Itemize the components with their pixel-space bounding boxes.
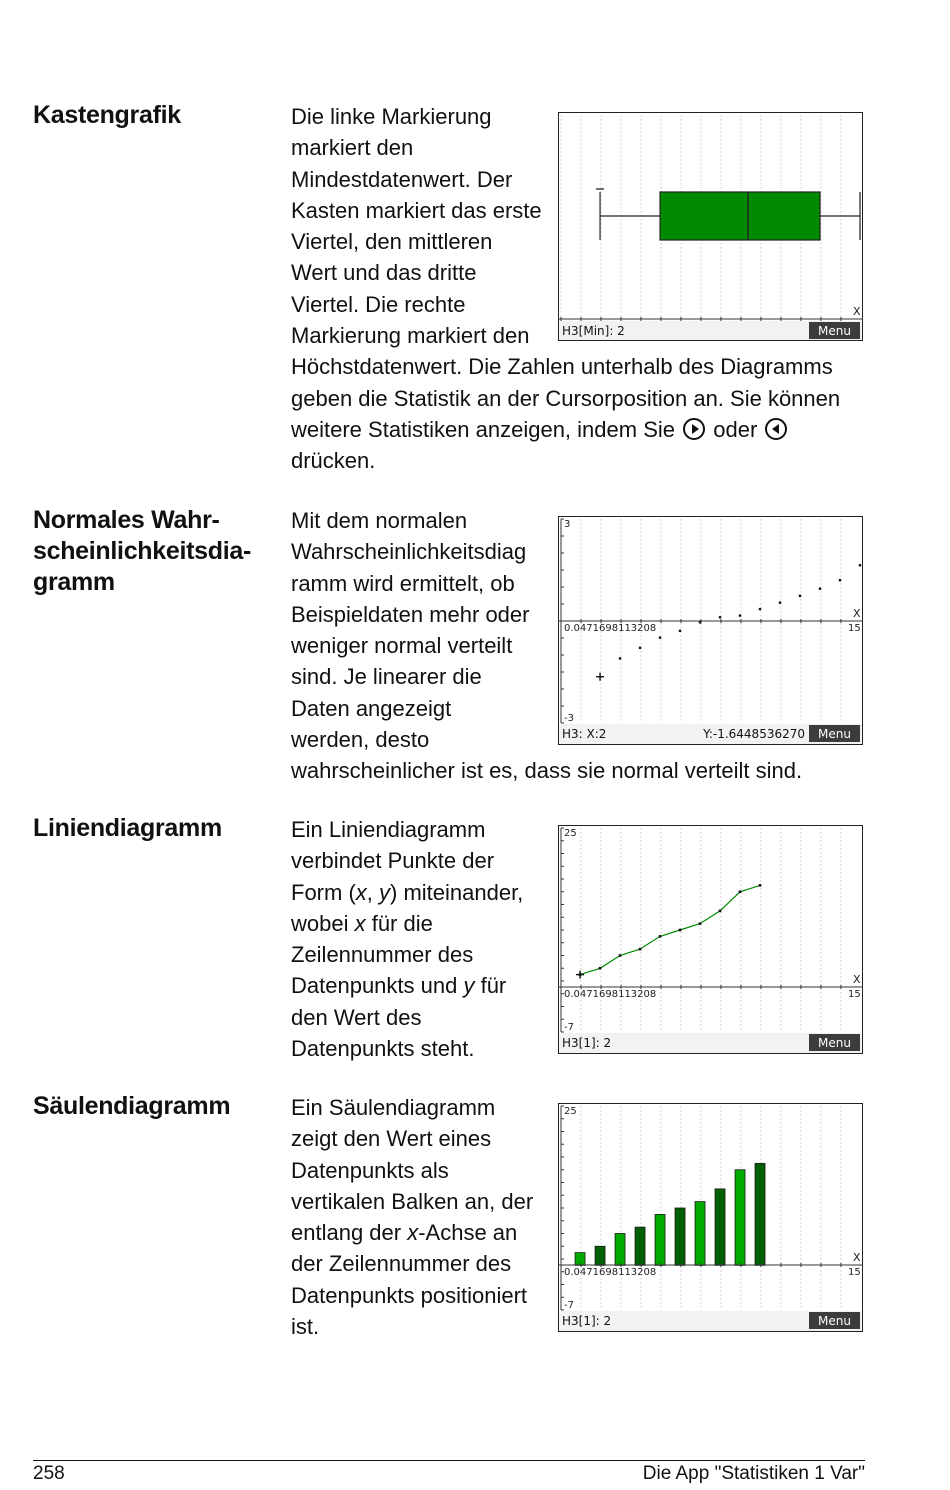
text-line: [291, 877, 523, 908]
text-line: Wert und das dritte: [291, 260, 477, 286]
text-line: Datenpunkts positioniert: [291, 1282, 528, 1308]
text-fragment: ,: [366, 879, 379, 905]
text-fragment: weitere Statistiken anzeigen, indem Sie: [291, 416, 675, 442]
data-point: [619, 657, 621, 659]
text-fragment: ) miteinander,: [390, 879, 524, 905]
text-line: zeigt den Wert eines: [291, 1126, 492, 1152]
x-axis-label: X: [853, 1251, 861, 1264]
text-line: [291, 970, 523, 1001]
text-line: werden, desto: [291, 727, 430, 753]
y-min-label: -3: [564, 713, 574, 724]
text-line: Viertel, den mittleren: [291, 229, 493, 255]
text-line: wahrscheinlicher ist es, dass sie normal verteilt sind.: [291, 758, 803, 784]
status-text: H3[Min]: 2: [562, 324, 625, 338]
data-point: [859, 564, 861, 566]
bar: [675, 1208, 685, 1265]
text-line: Datenpunkts als: [291, 1157, 449, 1183]
data-point: [639, 647, 641, 649]
status-text-y: Y:-1.6448536270: [703, 727, 805, 741]
menu-button-label[interactable]: Menu: [818, 727, 851, 741]
running-head: Die App "Statistiken 1 Var": [642, 1463, 865, 1484]
data-point: [659, 935, 662, 938]
text-line: Beispieldaten mehr oder: [291, 601, 530, 627]
status-text-x: H3: X:2: [562, 727, 607, 741]
data-point: [799, 595, 801, 597]
paragraph-saeulendiagramm: [291, 1092, 533, 1342]
text-line: Kasten markiert das erste: [291, 197, 542, 223]
heading-saeulendiagramm: Säulendiagramm: [33, 1092, 231, 1120]
text-line: verbindet Punkte der: [291, 848, 495, 874]
data-point: [619, 954, 622, 957]
bar-chart: [558, 1103, 863, 1332]
text-line: Mindestdatenwert. Der: [291, 166, 513, 192]
text-line: Daten angezeigt: [291, 695, 452, 721]
calculator-screen-bar-plot: [558, 1103, 863, 1332]
text-line: der Zeilennummer des: [291, 1251, 512, 1277]
variable-x: x: [354, 910, 366, 936]
y-max-label: 25: [564, 1106, 577, 1117]
text-line: Ein Liniendiagramm: [291, 817, 486, 842]
data-point: [739, 614, 741, 616]
text-fragment: entlang der: [291, 1220, 408, 1246]
text-line: Viertel. Die rechte: [291, 291, 466, 317]
text-line: [291, 414, 840, 445]
data-point: [779, 601, 781, 603]
y-max-label: 3: [564, 519, 571, 530]
text-fragment: Form (: [291, 879, 356, 905]
line-chart: [558, 825, 863, 1054]
right-arrow-key-icon: [683, 418, 705, 440]
bar: [595, 1246, 605, 1265]
heading-line: gramm: [33, 568, 115, 596]
left-arrow-key-icon: [765, 418, 787, 440]
text-fragment: für: [474, 973, 507, 999]
text-fragment: wobei: [291, 910, 355, 936]
x-max-label: 15: [848, 1267, 861, 1278]
text-fragment: oder: [713, 416, 758, 442]
text-line: den Wert des: [291, 1004, 422, 1030]
bar: [575, 1253, 585, 1266]
bar: [735, 1170, 745, 1266]
x-axis-label: X: [853, 607, 861, 620]
data-point: [659, 636, 661, 638]
page-number: 258: [33, 1463, 65, 1484]
normal-probability-chart: [558, 516, 863, 745]
x-axis-label: X: [853, 305, 861, 318]
y-max-label: 25: [564, 828, 577, 839]
text-line: Wahrscheinlichkeitsdiag: [291, 539, 527, 565]
text-line: ist.: [291, 1314, 320, 1340]
status-text: H3[1]: 2: [562, 1314, 612, 1328]
x-min-label: 0.0471698113208: [564, 1267, 657, 1278]
y-min-label: -7: [564, 1022, 574, 1033]
screen-frame: [559, 826, 863, 1054]
text-line: vertikalen Balken an, der: [291, 1188, 534, 1214]
text-fragment: Datenpunkts und: [291, 973, 464, 999]
text-line: geben die Statistik an der Cursorposition an. Sie können: [291, 385, 841, 411]
heading-liniendiagramm: Liniendiagramm: [33, 814, 222, 842]
text-line: Ein Säulendiagramm: [291, 1095, 496, 1120]
data-point: [719, 616, 721, 618]
calculator-screen-line-plot: [558, 825, 863, 1054]
data-point: [719, 910, 722, 913]
text-fragment: -Achse an: [418, 1220, 518, 1246]
text-line: drücken.: [291, 448, 376, 474]
calculator-screen-normal-plot: [558, 516, 863, 745]
data-point: [759, 608, 761, 610]
x-max-label: 15: [848, 623, 861, 634]
bar: [755, 1163, 765, 1265]
bar: [655, 1214, 665, 1265]
data-point: [759, 884, 762, 887]
footer-rule: [33, 1460, 865, 1461]
variable-x: x: [407, 1220, 419, 1246]
data-point: [819, 588, 821, 590]
y-min-label: -7: [564, 1300, 574, 1311]
text-line: Mit dem normalen: [291, 508, 468, 533]
variable-y: y: [463, 973, 475, 999]
text-line: weniger normal verteilt: [291, 633, 513, 659]
data-point: [679, 929, 682, 932]
x-min-label: 0.0471698113208: [564, 623, 657, 634]
x-max-label: 15: [848, 989, 861, 1000]
text-line: Markierung markiert den: [291, 323, 530, 349]
text-line: Die linke Markierung: [291, 104, 492, 129]
heading-line: scheinlichkeitsdia-: [33, 537, 251, 565]
data-point: [679, 630, 681, 632]
bar: [615, 1234, 625, 1266]
data-point: [699, 922, 702, 925]
data-point: [599, 967, 602, 970]
text-line: sind. Je linearer die: [291, 664, 482, 690]
heading-normal-probability: [33, 505, 251, 598]
text-line: [291, 908, 523, 939]
calculator-screen-boxplot: [558, 112, 863, 341]
text-line: ramm wird ermittelt, ob: [291, 570, 515, 596]
data-point: [739, 890, 742, 893]
heading-line: Normales Wahr-: [33, 506, 220, 534]
paragraph-liniendiagramm: [291, 814, 523, 1064]
heading-kastengrafik: Kastengrafik: [33, 101, 181, 129]
status-text: H3[1]: 2: [562, 1036, 612, 1050]
variable-y: y: [379, 879, 390, 905]
menu-button-label[interactable]: Menu: [818, 324, 851, 338]
variable-x: x: [355, 879, 367, 905]
text-line: Datenpunkts steht.: [291, 1036, 475, 1062]
text-line: markiert den: [291, 135, 414, 161]
x-axis-label: X: [853, 973, 861, 986]
text-fragment: für die: [365, 910, 433, 936]
boxplot-chart: [558, 112, 863, 341]
data-point: [639, 948, 642, 951]
menu-button-label[interactable]: Menu: [818, 1314, 851, 1328]
text-line: [291, 1217, 533, 1248]
bar: [695, 1202, 705, 1266]
screen-frame: [559, 1104, 863, 1332]
data-point: [699, 621, 701, 623]
boxplot-box: [660, 192, 820, 240]
menu-button-label[interactable]: Menu: [818, 1036, 851, 1050]
text-line: Zeilennummer des: [291, 942, 474, 968]
data-point: [839, 579, 841, 581]
bar: [635, 1227, 645, 1265]
text-line: Höchstdatenwert. Die Zahlen unterhalb des Diagramms: [291, 354, 833, 380]
x-min-label: 0.0471698113208: [564, 989, 657, 1000]
bar: [715, 1189, 725, 1266]
